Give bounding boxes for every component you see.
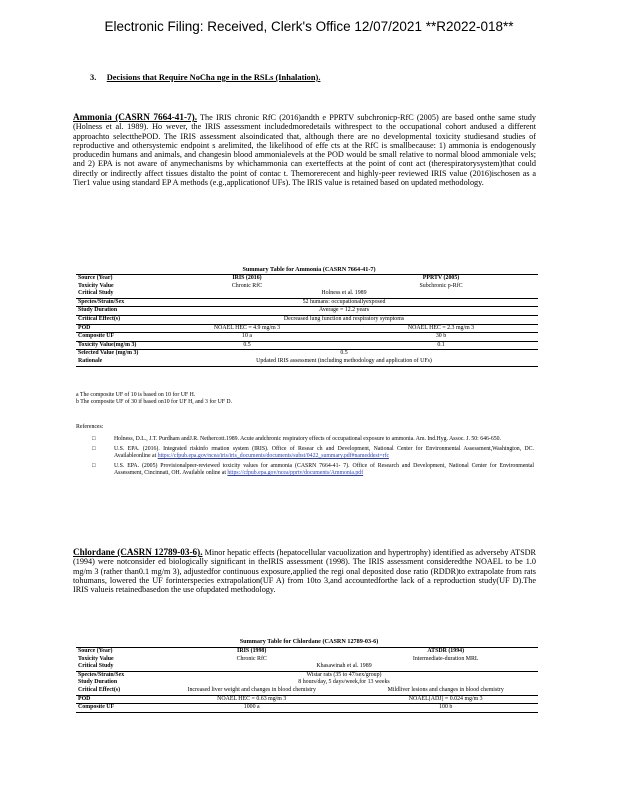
footnote-a: a The composite UF of 10 is based on 10 for UF H. — [76, 392, 196, 398]
chlordane-heading: Chlordane (CASRN 12789-03-6). — [73, 547, 203, 557]
table-row: Critical Effect(s) Increased liver weight and changes in blood chemistry Mildliver lesions and changes in blood chemistry — [76, 687, 538, 695]
ammonia-table-title: Summary Table for Ammonia (CASRN 7664-41-7) — [242, 266, 376, 273]
table-row: Critical Effect(s) Decreased lung function and respiratory symptoms — [76, 315, 538, 324]
table-row: Composite UF 10 a 30 b — [76, 333, 538, 342]
table-row: Toxicity Value Chronic RfC Intermediate-duration MRL — [78, 655, 479, 662]
table-row: Toxicity Value(mg/m 3) 0.5 0.1 — [76, 341, 538, 350]
reference-item: □ U.S. EPA. (2016). Integrated riskinfo rmation system (IRIS). Office of Resear ch and Development, National Center for Environmental Assessment,Washington, DC. Availableonline at https://cfpub.epa.gov/ncea/iris/iris_documents/documents/subst/0422_summary.pdf#nameddest=rfc — [92, 446, 534, 459]
reference-link[interactable]: https://cfpub.epa.gov/ncea/pprtv/documents/Ammonia.pdf — [227, 470, 364, 476]
table-row: Rationale Updated IRIS assessment (including methodology and application of UFs) — [76, 358, 538, 366]
section-heading — [90, 73, 320, 82]
footnote-b: b The composite UF of 30 if based on10 for UF H, and 3 for UF D. — [76, 399, 233, 406]
references-list — [92, 436, 534, 480]
table-row: POD NOAEL HEC = 4.9 mg/m 3 NOAEL HEC = 2.3 mg/m 3 — [76, 324, 538, 333]
ammonia-text: The IRIS chronic RfC (2016)andth e PPRTV subchronicp-RfC (2005) are based onthe same study (Holness et al. 1989). Ho wever, the IRIS assessment includedmoredetails withrespect to the occupational cohort andused a different approachto selectthePOD. The IRIS assessment alsoindicated that, although there are no developmental toxicity studiesand studies of reproductive and othersystemic endpoint s arelimited, the likelihood of effe cts at the RfC is smallbecause: 1) ammonia is endogenously producedin humans and animals, and changesin blood ammonialevels at the POD would be small relative to normal blood ammoniale vels; and 2) EPA is not aware of anymechanisms by whichammonia can exerteffects at the point of cont act (therespiratorysystem)that could directly or indirectly affect tissues distalto the point of contac t. Themorerecent and highly-peer reviewed IRIS value (2016)ischosen as a Tier1 value using standard EP A methods (e.g.,applicationof UFs). The IRIS value is retained based on updated methodology. — [73, 113, 536, 188]
table-row: Critical Study Khasawinah et al. 1989 — [76, 663, 538, 671]
table-row: Selected Value (mg/m 3) 0.5 — [78, 350, 348, 357]
ammonia-heading: Ammonia (CASRN 7664-41-7). — [73, 112, 198, 122]
chlordane-text: Minor hepatic effects (hepatocellular vacuolization and hypertrophy) identified as adverseby ATSDR (1994) were notconsider ed biologically significant in theIRIS assessment (1998). The IRIS assessment consideredthe NOAEL to be 1.0 mg/m 3 (rather than0.1 mg/m 3), adjustedfor continuous exposure,applied the regi onal deposited dose ratio (RDDR)to extrapolate from rats tohumans, lowered the UF forinterspecies extrapolation(UF A) from 10to 3,and accountedforthe lack of a reproduction study(UF D).The IRIS valueis retainedbasedon the use ofupdated methodology. — [73, 548, 536, 595]
table-row: Source (Year) IRIS (2016) PPRTV (2005) — [76, 275, 538, 283]
reference-item: □ Holness, D.L., J.T. Purdham andJ.R. Nethercott.1989. Acute andchronic respiratory effects of occupational exposure to ammonia. Am. Ind.Hyg. Assoc. J. 50: 646-650. — [92, 436, 501, 442]
reference-link[interactable]: https://cfpub.epa.gov/ncea/iris/iris_documents/documents/subst/0422_summary.pdf#nameddest=rfc — [157, 453, 390, 459]
table-row: Study Duration 8 hours/day, 5 days/week,for 13 weeks — [78, 679, 390, 686]
ammonia-footnotes — [76, 392, 232, 406]
table-row: Source (Year) IRIS (1998) ATSDR (1994) — [76, 648, 538, 656]
table-row: Species/Strain/Sex 52 humans: occupationallyexposed — [76, 298, 538, 307]
chlordane-table-title: Summary Table for Chlordane (CASRN 12789-03-6) — [239, 638, 379, 645]
table-row: Critical Study Holness et al. 1989 — [76, 290, 538, 298]
table-row: Study Duration Average = 12.2 years — [76, 307, 538, 316]
section-number: 3. — [90, 73, 97, 82]
table-row: Species/Strain/Sex Wistar rats (35 to 47/sex/group) — [78, 671, 382, 678]
reference-item: □ U.S. EPA. (2005) Provisionalpeer-reviewed toxicity values for ammonia (CASRN 7664-41- 7). Office of Research and Development, National Center for Environmental Assessment, Cincinnati, OH. Available online at https://cfpub.epa.gov/ncea/pprtv/documents/Ammonia.pdf — [92, 463, 534, 476]
page-header: Electronic Filing: Received, Clerk's Office 12/07/2021 **R2022-018** — [104, 19, 514, 34]
table-row: POD NOAEL HEC = 0.63 mg/m 3 NOAEL[ADJ] = 0.024 mg/m 3 — [76, 695, 538, 704]
table-row: Composite UF 1000 a 100 b — [76, 704, 538, 713]
references-heading: References: — [76, 424, 104, 430]
chlordane-paragraph — [73, 548, 536, 594]
section-title: Decisions that Require NoCha nge in the RSLs (Inhalation). — [106, 73, 321, 82]
ammonia-summary-table — [76, 274, 538, 367]
ammonia-paragraph — [73, 113, 536, 187]
table-row: Toxicity Value Chronic RfC Subchronic p-RfC — [78, 282, 463, 289]
chlordane-summary-table — [76, 647, 538, 713]
